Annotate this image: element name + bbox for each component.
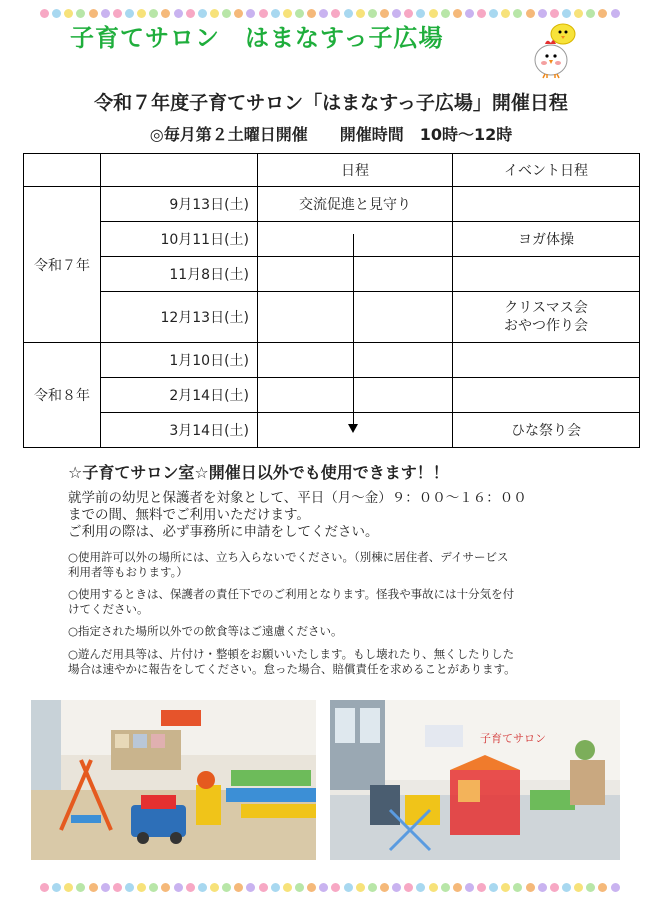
border-dot bbox=[344, 883, 353, 892]
border-dot bbox=[76, 9, 85, 18]
border-dot bbox=[598, 883, 607, 892]
table-row bbox=[24, 292, 640, 343]
rule-item bbox=[68, 550, 598, 580]
rule-line: 場合は速やかに報告をしてください。怠った場合、賠償責任を求めることがあります。 bbox=[68, 662, 516, 676]
rule-item bbox=[68, 647, 598, 677]
border-dot bbox=[246, 883, 255, 892]
border-dot bbox=[161, 883, 170, 892]
border-dot bbox=[586, 883, 595, 892]
border-dot bbox=[174, 883, 183, 892]
border-dot bbox=[174, 9, 183, 18]
border-dot bbox=[368, 883, 377, 892]
border-dot bbox=[550, 883, 559, 892]
border-dot bbox=[574, 883, 583, 892]
border-dot bbox=[611, 883, 620, 892]
date-cell: 11月8日(土) bbox=[101, 257, 258, 292]
plan-cell: 交流促進と見守り bbox=[258, 187, 453, 222]
border-dot bbox=[283, 9, 292, 18]
event-cell bbox=[453, 292, 640, 343]
photo-sign-text: 子育てサロン bbox=[480, 732, 546, 745]
border-dot bbox=[113, 9, 122, 18]
border-dot bbox=[125, 9, 134, 18]
border-dot bbox=[137, 9, 146, 18]
table-row bbox=[24, 413, 640, 448]
border-dot bbox=[477, 9, 486, 18]
border-dot bbox=[538, 9, 547, 18]
table-row bbox=[24, 343, 640, 378]
header-cell-event: イベント日程 bbox=[453, 154, 640, 187]
event-cell: ひな祭り会 bbox=[453, 413, 640, 448]
border-dot bbox=[477, 883, 486, 892]
border-dot bbox=[271, 9, 280, 18]
border-dot bbox=[598, 9, 607, 18]
border-dot bbox=[113, 883, 122, 892]
date-cell: 1月10日(土) bbox=[101, 343, 258, 378]
border-dot bbox=[271, 883, 280, 892]
border-dot bbox=[501, 9, 510, 18]
border-dot bbox=[453, 9, 462, 18]
border-dot bbox=[380, 883, 389, 892]
border-dot bbox=[76, 883, 85, 892]
plan-cell bbox=[258, 292, 453, 343]
border-dot bbox=[234, 883, 243, 892]
schedule-table bbox=[23, 153, 640, 448]
border-dot bbox=[441, 883, 450, 892]
border-dot bbox=[295, 9, 304, 18]
date-cell: 10月11日(土) bbox=[101, 222, 258, 257]
border-dot bbox=[489, 9, 498, 18]
border-dot bbox=[489, 883, 498, 892]
rule-line: ○遊んだ用具等は、片付け・整頓をお願いいたします。もし壊れたり、無くしたりした bbox=[68, 647, 515, 661]
border-dot bbox=[429, 883, 438, 892]
rule-line: ○使用許可以外の場所には、立ち入らないでください。（別棟に居住者、デイサービス bbox=[68, 550, 509, 564]
event-line: クリスマス会 bbox=[504, 300, 588, 316]
border-dot bbox=[586, 9, 595, 18]
notice-heading: ☆子育てサロン室☆開催日以外でも使用できます！！ bbox=[68, 463, 449, 482]
border-dot bbox=[356, 883, 365, 892]
border-dot bbox=[550, 9, 559, 18]
page-title: 子育てサロン はまなすっ子広場 bbox=[70, 24, 444, 52]
playroom-photo-left bbox=[31, 700, 316, 860]
border-dot bbox=[416, 883, 425, 892]
border-dot bbox=[404, 9, 413, 18]
border-dot bbox=[319, 9, 328, 18]
border-dot bbox=[307, 9, 316, 18]
border-dot bbox=[356, 9, 365, 18]
date-cell: 3月14日(土) bbox=[101, 413, 258, 448]
border-dot bbox=[210, 883, 219, 892]
border-dot bbox=[465, 9, 474, 18]
event-cell: ヨガ体操 bbox=[453, 222, 640, 257]
rule-line: ○使用するときは、保護者の責任下でのご利用となります。怪我や事故には十分気を付 bbox=[68, 587, 515, 601]
border-dot bbox=[331, 9, 340, 18]
usage-paragraph bbox=[68, 490, 598, 541]
date-cell: 2月14日(土) bbox=[101, 378, 258, 413]
border-dot bbox=[210, 9, 219, 18]
border-dot bbox=[380, 9, 389, 18]
border-dot bbox=[64, 883, 73, 892]
border-dot bbox=[611, 9, 620, 18]
plan-cell bbox=[258, 343, 453, 378]
date-cell: 12月13日(土) bbox=[101, 292, 258, 343]
table-row bbox=[24, 257, 640, 292]
border-dot bbox=[259, 9, 268, 18]
border-dot bbox=[125, 883, 134, 892]
border-dot bbox=[526, 883, 535, 892]
border-dot bbox=[52, 883, 61, 892]
border-dot bbox=[368, 9, 377, 18]
event-line: おやつ作り会 bbox=[504, 318, 588, 334]
border-dot bbox=[513, 883, 522, 892]
table-header-row bbox=[24, 154, 640, 187]
rule-line: 利用者等もおります。） bbox=[68, 565, 188, 579]
border-dot bbox=[234, 9, 243, 18]
era-cell: 令和８年 bbox=[24, 343, 101, 448]
border-dot bbox=[501, 883, 510, 892]
border-dot bbox=[392, 9, 401, 18]
event-cell bbox=[453, 187, 640, 222]
border-dot bbox=[246, 9, 255, 18]
plan-cell bbox=[258, 378, 453, 413]
header-cell bbox=[101, 154, 258, 187]
continuation-arrow-line bbox=[353, 234, 354, 429]
border-dot bbox=[198, 9, 207, 18]
border-dot bbox=[222, 883, 231, 892]
border-dot bbox=[465, 883, 474, 892]
table-row bbox=[24, 187, 640, 222]
border-dot bbox=[64, 9, 73, 18]
event-cell bbox=[453, 378, 640, 413]
era-cell: 令和７年 bbox=[24, 187, 101, 343]
border-dot bbox=[429, 9, 438, 18]
header-cell-plan: 日程 bbox=[258, 154, 453, 187]
border-dot bbox=[562, 883, 571, 892]
event-cell bbox=[453, 257, 640, 292]
plan-cell bbox=[258, 257, 453, 292]
border-dot bbox=[574, 9, 583, 18]
border-dot bbox=[149, 9, 158, 18]
rule-item bbox=[68, 587, 598, 617]
schedule-subinfo: ◎毎月第２土曜日開催 開催時間 10時～12時 bbox=[149, 125, 513, 144]
border-dot bbox=[295, 883, 304, 892]
border-dot bbox=[101, 883, 110, 892]
border-dot bbox=[40, 9, 49, 18]
bottom-dot-border bbox=[40, 880, 620, 894]
border-dot bbox=[331, 883, 340, 892]
border-dot bbox=[186, 9, 195, 18]
chick-mascot-icon bbox=[525, 20, 585, 80]
border-dot bbox=[198, 883, 207, 892]
border-dot bbox=[52, 9, 61, 18]
border-dot bbox=[101, 9, 110, 18]
plan-cell bbox=[258, 222, 453, 257]
border-dot bbox=[416, 9, 425, 18]
border-dot bbox=[562, 9, 571, 18]
border-dot bbox=[259, 883, 268, 892]
border-dot bbox=[222, 9, 231, 18]
border-dot bbox=[538, 883, 547, 892]
border-dot bbox=[40, 883, 49, 892]
playroom-photo-right bbox=[330, 700, 620, 860]
border-dot bbox=[404, 883, 413, 892]
border-dot bbox=[526, 9, 535, 18]
rule-line: けてください。 bbox=[68, 602, 149, 616]
arrow-down-icon bbox=[348, 424, 358, 433]
rule-item bbox=[68, 624, 598, 639]
border-dot bbox=[392, 883, 401, 892]
border-dot bbox=[319, 883, 328, 892]
schedule-heading: 令和７年度子育てサロン「はまなすっ子広場」開催日程 bbox=[94, 92, 568, 114]
date-cell: 9月13日(土) bbox=[101, 187, 258, 222]
border-dot bbox=[441, 9, 450, 18]
border-dot bbox=[283, 883, 292, 892]
border-dot bbox=[161, 9, 170, 18]
border-dot bbox=[89, 9, 98, 18]
border-dot bbox=[137, 883, 146, 892]
border-dot bbox=[344, 9, 353, 18]
table-row bbox=[24, 222, 640, 257]
border-dot bbox=[307, 883, 316, 892]
paragraph-line: 就学前の幼児と保護者を対象として、平日（月～金）９：００～１６：００ bbox=[68, 490, 527, 506]
paragraph-line: ご利用の際は、必ず事務所に申請をしてください。 bbox=[68, 524, 379, 540]
border-dot bbox=[149, 883, 158, 892]
event-cell bbox=[453, 343, 640, 378]
rule-line: ○指定された場所以外での飲食等はご遠慮ください。 bbox=[68, 624, 343, 638]
paragraph-line: までの間、無料でご利用いただけます。 bbox=[68, 507, 310, 523]
border-dot bbox=[89, 883, 98, 892]
border-dot bbox=[453, 883, 462, 892]
border-dot bbox=[186, 883, 195, 892]
table-row bbox=[24, 378, 640, 413]
border-dot bbox=[513, 9, 522, 18]
header-cell bbox=[24, 154, 101, 187]
